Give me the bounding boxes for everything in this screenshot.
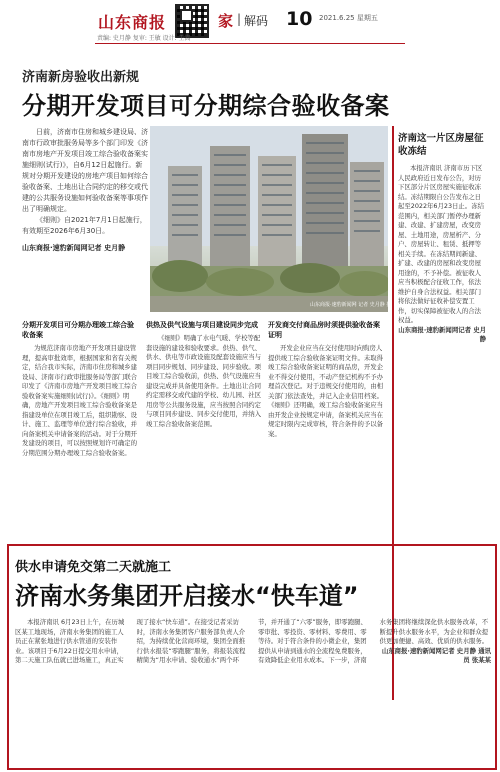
lead-byline: 山东商报·速豹新闻网记者 史月静 [22,244,126,252]
subsection-2 [146,320,262,530]
sidebar-text: 本报济南讯 济南市历下区人民政府近日发布公告，对历下区部分片区房屋实施征收冻结。冻结期限自公告发布之日起至2022年6月23日止。冻结范围内，相关部门暂停办理新建、改建、扩建房屋，改变房屋、土地用途，房屋析产、分户、房屋转让、租赁、抵押等相关手续。在冻结期间新建、扩建、改建的房屋和改变房屋用途的，不予补偿。被征收人应当积极配合征收工作，依法维护自身合法权益。相关部门将依法做好征收补偿安置工作，切实保障被征收人的合法权益。 [398,164,484,324]
story2-body [15,618,491,766]
masthead [0,0,500,50]
subsection-heading: 供热及供气设施与项目建设同步完成 [146,321,258,329]
water-story [7,544,497,770]
sidebar-byline: 山东商报·速豹新闻网记者 史月静 [398,325,486,343]
subsection-heading: 开发商交付商品房时须提供验收备案证明 [268,321,380,339]
subsection-1 [22,320,138,530]
staff-line: 责编: 史月静 复审: 王敏 设计: 王嵩 [97,35,191,42]
story2-kicker: 供水申请免交第二天就施工 [15,560,172,575]
sidebar-title: 济南这一片区房屋征收冻结 [398,133,484,157]
masthead-rule [95,43,405,44]
subsection-heading: 分期开发项目可分期办理竣工综合验收备案 [22,321,134,339]
lead-text-cont: 《细则》自2021年7月1日起施行，有效期至2026年6月30日。 [22,216,147,235]
building-photo [150,126,388,312]
subsection-paragraph: 《细则》明确了水电气暖、学校等配套设施的建设和验收要求。供热、供气、供水、供电等市政设施及配套设施应当与项目同步规划、同步建设、同步验收。项目竣工综合验收前，供热、供气设施应当建设完成并具备使用条件。土地出让合同约定需移交或代建的学校、幼儿园、社区用房等公共服务设施，应当按照合同约定与项目同步建设、同步交付使用，并纳入竣工综合验收备案范围。 [146,334,262,428]
main-kicker: 济南新房验收出新规 [22,70,140,85]
section-name: 家 [218,12,234,30]
subsection-paragraph: 为规范济南市房地产开发项目建设管理，提高审批效率，根据国家和省有关规定，结合我市实际，济南市住房和城乡建设局、济南市行政审批服务局等部门联合印发了《济南市房地产开发项目竣工综合验收备案实施细则(试行)》。《细则》明确，房地产开发项目竣工综合验收备案是指建设单位在项目竣工后，组织勘察、设计、施工、监理等单位进行综合验收，并向备案机关申请备案的活动。对于分期开发建设的项目，可以按照规划许可确定的分期范围分期办理竣工综合验收备案。 [22,344,138,457]
story2-headline: 济南水务集团开启接水“快车道” [15,582,359,610]
lead-text: 日前，济南市住房和城乡建设局、济南市行政审批服务局等多个部门印发《济南市房地产开发项目竣工综合验收备案实施细则(试行)》，自6月12日起施行。新规对分期开发建设的房地产项目如何综合验收备案、土地出让合同约定的移交或代建的公共服务设施如何验收备案等事项作出了明确规定。 [22,128,148,213]
column-name: 解码 [244,14,269,28]
photo-caption: 山东商报·速豹新闻网 记者 史月静 摄 [310,302,392,308]
paper-name: 山东商报 [98,13,167,32]
subsection-paragraph: 开发企业应当在交付使用时向购房人提供竣工综合验收备案证明文件。未取得竣工综合验收备案证明的商品房，开发企业不得交付使用，不动产登记机构不予办理首次登记。对于违规交付使用的，由相关部门依法查处，并记入企业信用档案。《细则》还明确，竣工综合验收备案应当由开发企业按规定申请，备案机关应当在规定时限内完成审核，符合条件的予以备案。 [268,344,384,438]
subsection-text [268,344,384,524]
lead-paragraph [22,127,148,310]
subsection-text [146,334,262,514]
section-separator: | [237,12,242,26]
issue-date: 2021.6.25 星期五 [319,14,378,22]
subsection-text [22,344,138,524]
building-illustration [150,126,388,312]
subsection-3 [268,320,384,530]
main-headline: 分期开发项目可分期综合验收备案 [22,92,390,120]
story2-paragraph: 本报济南讯 6月23日上午，在历城区某工地现场，济南水务集团的施工人员正在紧张地进行供水管道的安装作业。该项目于6月22日提交用水申请，第二天施工队伍就已进场施工，真正实现了接水“快车道”。在接受记者采访时，济南水务集团客户服务部负责人介绍，为持续优化营商环境，集团全面推行供水报装“零跑腿”服务，将报装流程精简为“用水申请、验收通水”两个环节，并开通了“六零”服务，即零跑腿、零审批、零投资、零材料、零费用、零等待。对于符合条件的小微企业，集团提供从申请到通水的全流程免费服务，有效降低企业用水成本。下一步，济南水务集团将继续深化供水服务改革，不断提升供水服务水平，为企业和群众提供更加便捷、高效、优质的供水服务。 [15,618,489,664]
page-number: 10 [286,8,313,30]
story2-byline: 山东商报·速豹新闻网记者 史月静 通讯员 张某某 [381,646,491,664]
